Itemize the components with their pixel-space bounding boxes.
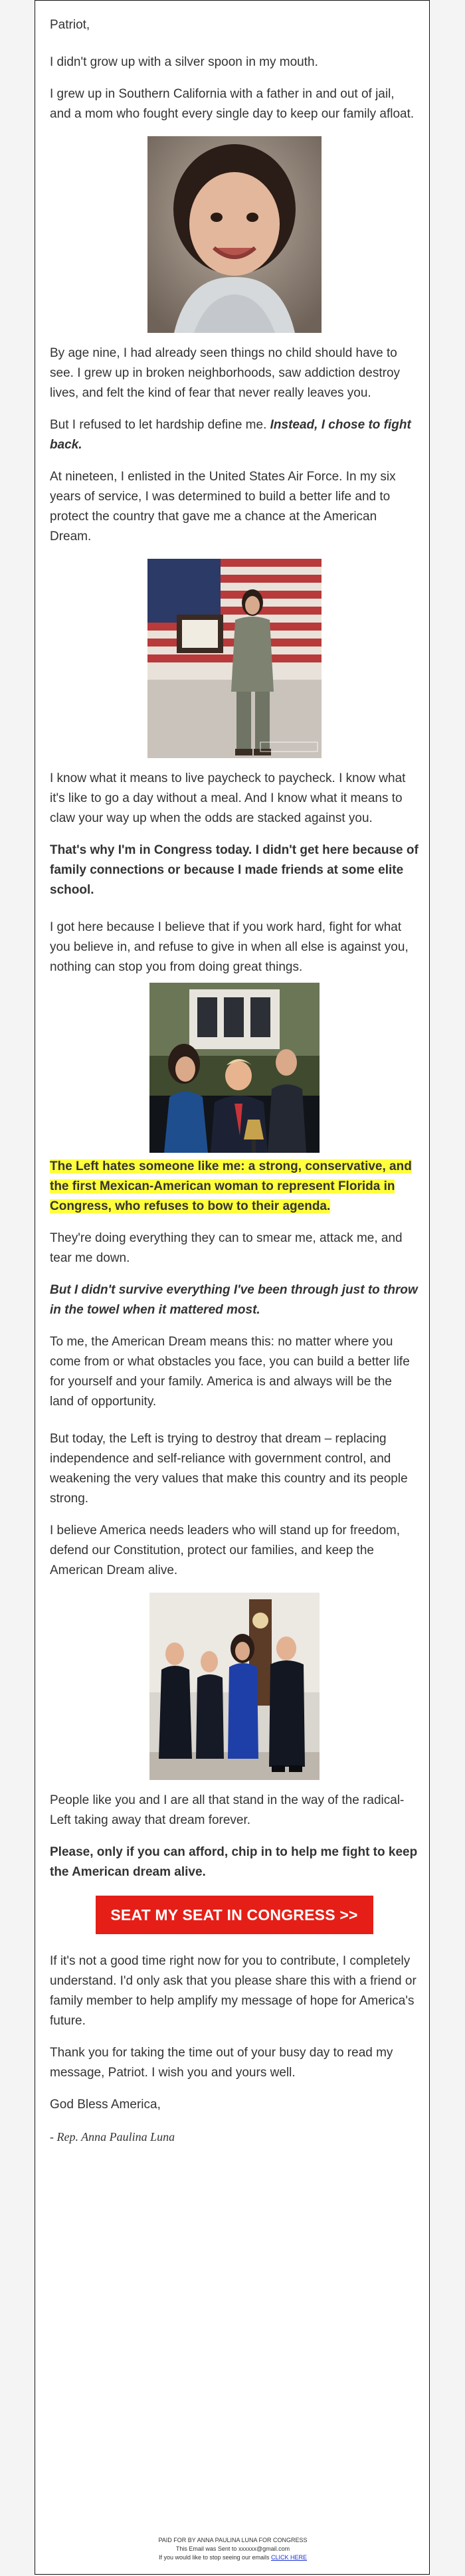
sent-to-notice: This Email was Sent to xxxxxx@gmail.com <box>175 2545 290 2552</box>
paid-for-disclaimer: PAID FOR BY ANNA PAULINA LUNA FOR CONGRESS <box>158 2537 308 2543</box>
paragraph-13: But today, the Left is trying to destroy that dream – replacing independence and self-reliance with government control, and weakening the very values that make this country and its people strong. <box>50 1432 408 1506</box>
paragraph-6: I know what it means to live paycheck to paycheck. I know what it's like to go a day without a meal. And I know what it means to claw your way up when the odds are stacked against you. <box>50 771 406 825</box>
paragraph-17: If it's not a good time right now for you to contribute, I completely understand. I'd only ask that you please share this with a friend or family member to help amplify my message of hope for America's future. <box>50 1954 417 2028</box>
unsubscribe-line <box>35 2553 430 2562</box>
group-photo <box>149 983 320 1153</box>
unsubscribe-text: If you would like to stop seeing our emails <box>158 2554 272 2561</box>
donate-button[interactable]: SEAT MY SEAT IN CONGRESS >> <box>96 1896 373 1934</box>
paragraph-5: At nineteen, I enlisted in the United States Air Force. In my six years of service, I was determined to build a better life and to protect the country that gave me a chance at the American Dream. <box>50 470 396 544</box>
paragraph-4-emphasis: Instead, I chose to fight back. <box>50 418 411 452</box>
paragraph-7: That's why I'm in Congress today. I didn't get here because of family connections or because I made friends at some elite school. <box>50 843 418 897</box>
paragraph-4-text: But I refused to let hardship define me. <box>50 418 270 432</box>
paragraph-12: To me, the American Dream means this: no matter where you come from or what obstacles you face, you can build a better life for yourself and your family. America is and always will be the land of opportunity. <box>50 1335 410 1409</box>
paragraph-9 <box>50 1157 418 1217</box>
paragraph-10: They're doing everything they can to smear me, attack me, and tear me down. <box>50 1231 403 1265</box>
paragraph-1: I didn't grow up with a silver spoon in my mouth. <box>50 55 318 69</box>
air-force-photo <box>147 559 322 758</box>
footer <box>35 2536 430 2562</box>
signature: - Rep. Anna Paulina Luna <box>50 2130 175 2143</box>
paragraph-3: By age nine, I had already seen things no child should have to see. I grew up in broken neighborhoods, saw addiction destroy lives, and felt the kind of fear that never really leaves you. <box>50 346 401 400</box>
greeting: Patriot, <box>50 18 90 32</box>
paragraph-11: But I didn't survive everything I've been through just to throw in the towel when it mattered most. <box>50 1283 418 1317</box>
paragraph-16: Please, only if you can afford, chip in to help me fight to keep the American dream alive. <box>50 1845 418 1879</box>
paragraph-8: I got here because I believe that if you work hard, fight for what you believe in, and refuse to give in when all else is against you, nothing can stop you from doing great things. <box>50 920 409 974</box>
paragraph-2: I grew up in Southern California with a father in and out of jail, and a mom who fought every single day to keep our family afloat. <box>50 87 415 121</box>
paragraph-4 <box>50 415 418 455</box>
email-card <box>35 0 430 2575</box>
paragraph-9-highlight: The Left hates someone like me: a strong, conservative, and the first Mexican-American woman to represent Florida in Congress, who refuses to bow to their agenda. <box>50 1159 412 1213</box>
childhood-photo <box>147 136 322 333</box>
cta-container <box>50 1896 418 1934</box>
closing: God Bless America, <box>50 2098 161 2112</box>
paragraph-14: I believe America needs leaders who will stand up for freedom, defend our Constitution, protect our families, and keep the American Dream alive. <box>50 1524 400 1577</box>
officers-photo <box>149 1593 320 1780</box>
paragraph-15: People like you and I are all that stand in the way of the radical-Left taking away that dream forever. <box>50 1793 405 1827</box>
email-body <box>50 15 418 2159</box>
unsubscribe-link[interactable]: CLICK HERE <box>271 2554 308 2561</box>
paragraph-18: Thank you for taking the time out of your busy day to read my message, Patriot. I wish you and yours well. <box>50 2046 393 2080</box>
